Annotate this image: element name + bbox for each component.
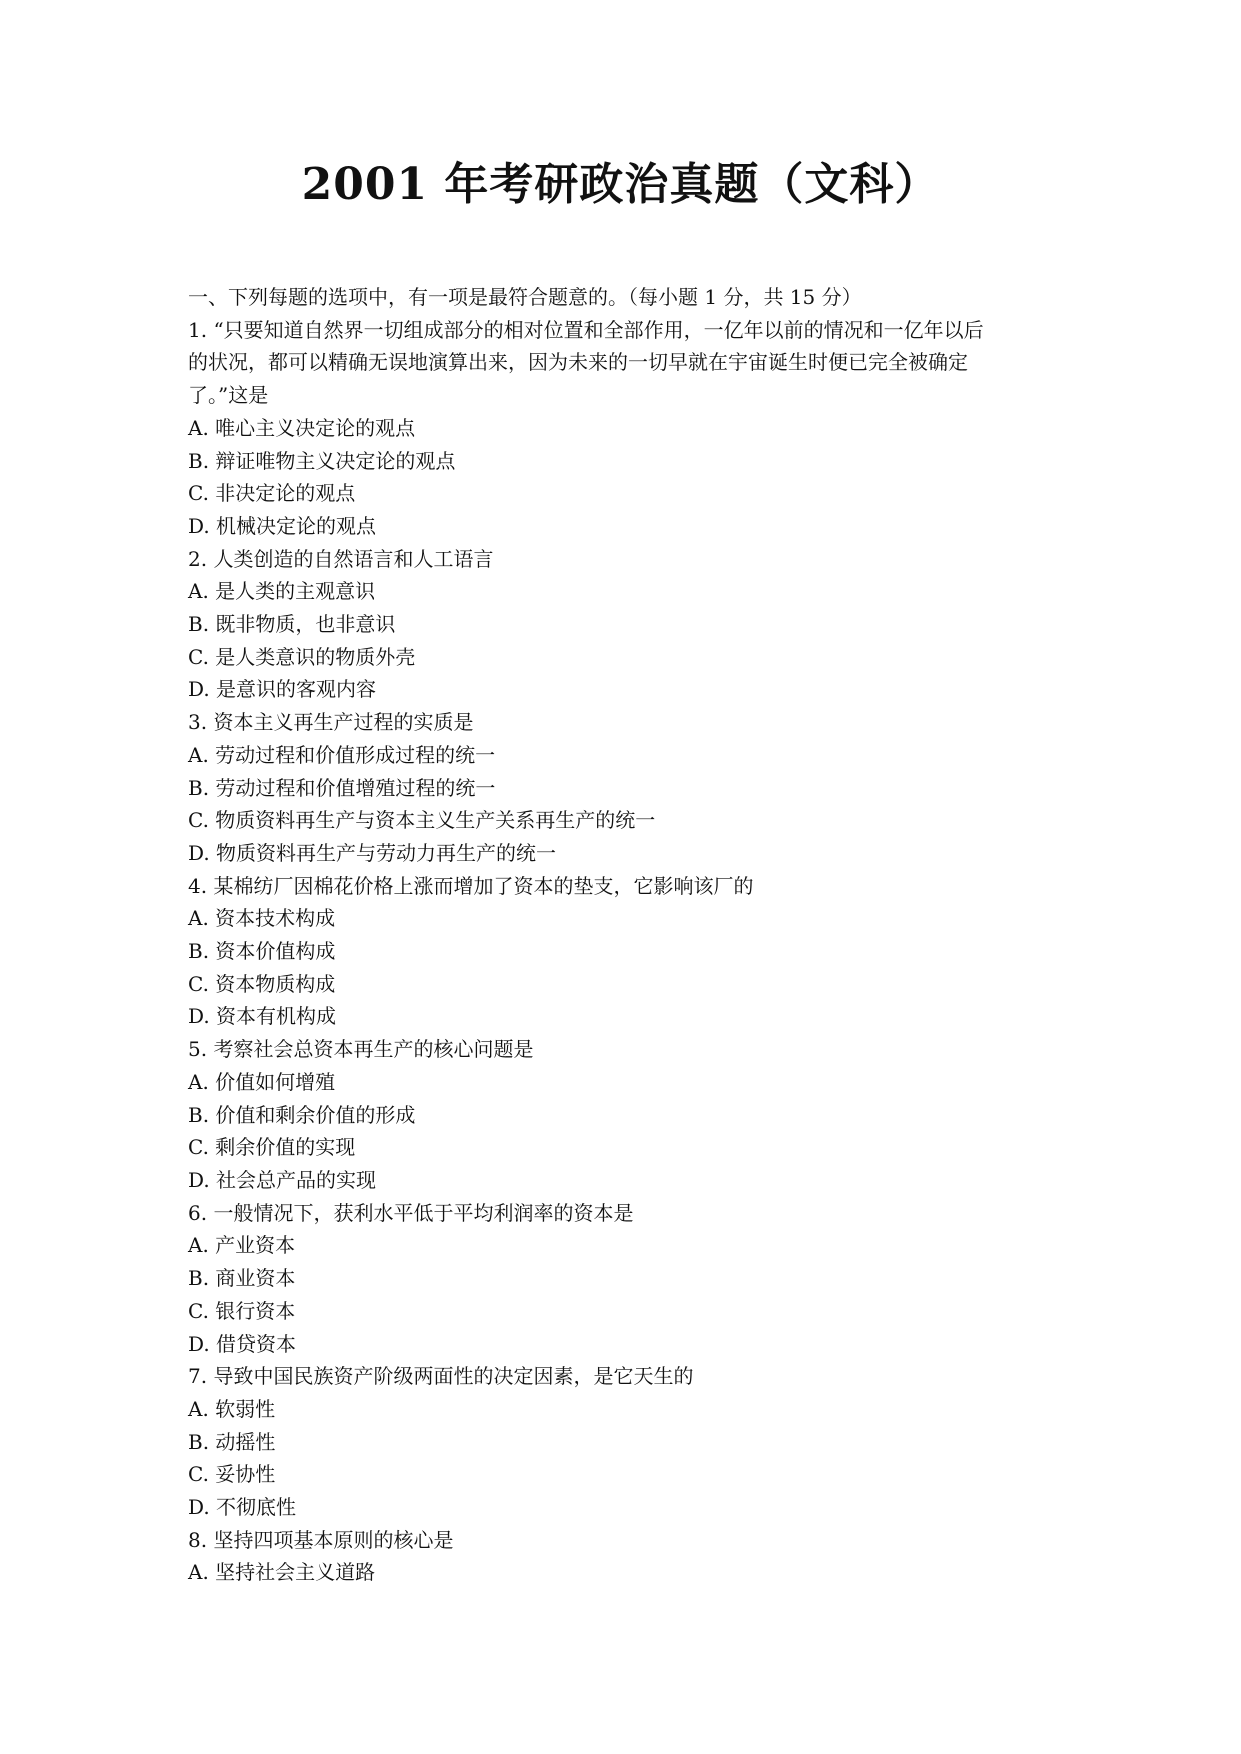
section-heading: 一、下列每题的选项中，有一项是最符合题意的。（每小题 1 分，共 15 分） — [188, 285, 862, 309]
question-7 — [188, 1360, 1068, 1524]
question-3 — [188, 706, 1068, 870]
option-d: D. 是意识的客观内容 — [188, 677, 377, 702]
option-d: D. 物质资料再生产与劳动力再生产的统一 — [188, 840, 557, 865]
question-stem-line: 6. 一般情况下，获利水平低于平均利润率的资本是 — [188, 1200, 634, 1225]
question-1 — [188, 314, 1068, 543]
option-a: A. 产业资本 — [188, 1233, 296, 1258]
question-stem-line: 5. 考察社会总资本再生产的核心问题是 — [188, 1037, 534, 1062]
option-b: B. 商业资本 — [188, 1266, 296, 1291]
option-d: D. 机械决定论的观点 — [188, 513, 377, 538]
question-stem-line: 2. 人类创造的自然语言和人工语言 — [188, 546, 494, 571]
option-b: B. 资本价值构成 — [188, 939, 336, 964]
option-a: A. 劳动过程和价值形成过程的统一 — [188, 742, 496, 767]
option-d: D. 社会总产品的实现 — [188, 1167, 377, 1192]
question-4 — [188, 870, 1068, 1034]
option-c: C. 资本物质构成 — [188, 971, 336, 996]
option-a: A. 是人类的主观意识 — [188, 579, 376, 604]
question-stem-line: 的状况，都可以精确无误地演算出来，因为未来的一切早就在宇宙诞生时便已完全被确定 — [188, 350, 968, 375]
question-8 — [188, 1524, 1068, 1589]
question-5 — [188, 1033, 1068, 1197]
question-stem-line: 8. 坚持四项基本原则的核心是 — [188, 1527, 454, 1552]
option-b: B. 辩证唯物主义决定论的观点 — [188, 448, 456, 473]
question-stem-line: 了。”这是 — [188, 383, 269, 408]
option-c: C. 非决定论的观点 — [188, 481, 356, 506]
option-a: A. 软弱性 — [188, 1396, 276, 1421]
question-stem-line: 1. “只要知道自然界一切组成部分的相对位置和全部作用，一亿年以前的情况和一亿年以后 — [188, 317, 984, 342]
option-c: C. 物质资料再生产与资本主义生产关系再生产的统一 — [188, 808, 656, 833]
option-a: A. 坚持社会主义道路 — [188, 1560, 376, 1585]
option-a: A. 唯心主义决定论的观点 — [188, 415, 416, 440]
option-c: C. 剩余价值的实现 — [188, 1135, 356, 1160]
question-stem-line: 3. 资本主义再生产过程的实质是 — [188, 710, 474, 735]
document-title: 2001 年考研政治真题（文科） — [301, 159, 940, 210]
option-c: C. 妥协性 — [188, 1462, 276, 1487]
option-a: A. 资本技术构成 — [188, 906, 336, 931]
question-stem-line: 7. 导致中国民族资产阶级两面性的决定因素，是它天生的 — [188, 1364, 694, 1389]
option-a: A. 价值如何增殖 — [188, 1069, 336, 1094]
option-c: C. 银行资本 — [188, 1298, 296, 1323]
option-d: D. 借贷资本 — [188, 1331, 297, 1356]
option-d: D. 资本有机构成 — [188, 1004, 337, 1029]
option-d: D. 不彻底性 — [188, 1495, 297, 1520]
option-b: B. 动摇性 — [188, 1429, 276, 1454]
question-list — [188, 281, 1068, 1589]
question-stem-line: 4. 某棉纺厂因棉花价格上涨而增加了资本的垫支，它影响该厂的 — [188, 873, 754, 898]
question-2 — [188, 543, 1068, 707]
option-b: B. 劳动过程和价值增殖过程的统一 — [188, 775, 496, 800]
option-b: B. 既非物质，也非意识 — [188, 612, 396, 637]
option-c: C. 是人类意识的物质外壳 — [188, 644, 416, 669]
option-b: B. 价值和剩余价值的形成 — [188, 1102, 416, 1127]
question-6 — [188, 1197, 1068, 1361]
